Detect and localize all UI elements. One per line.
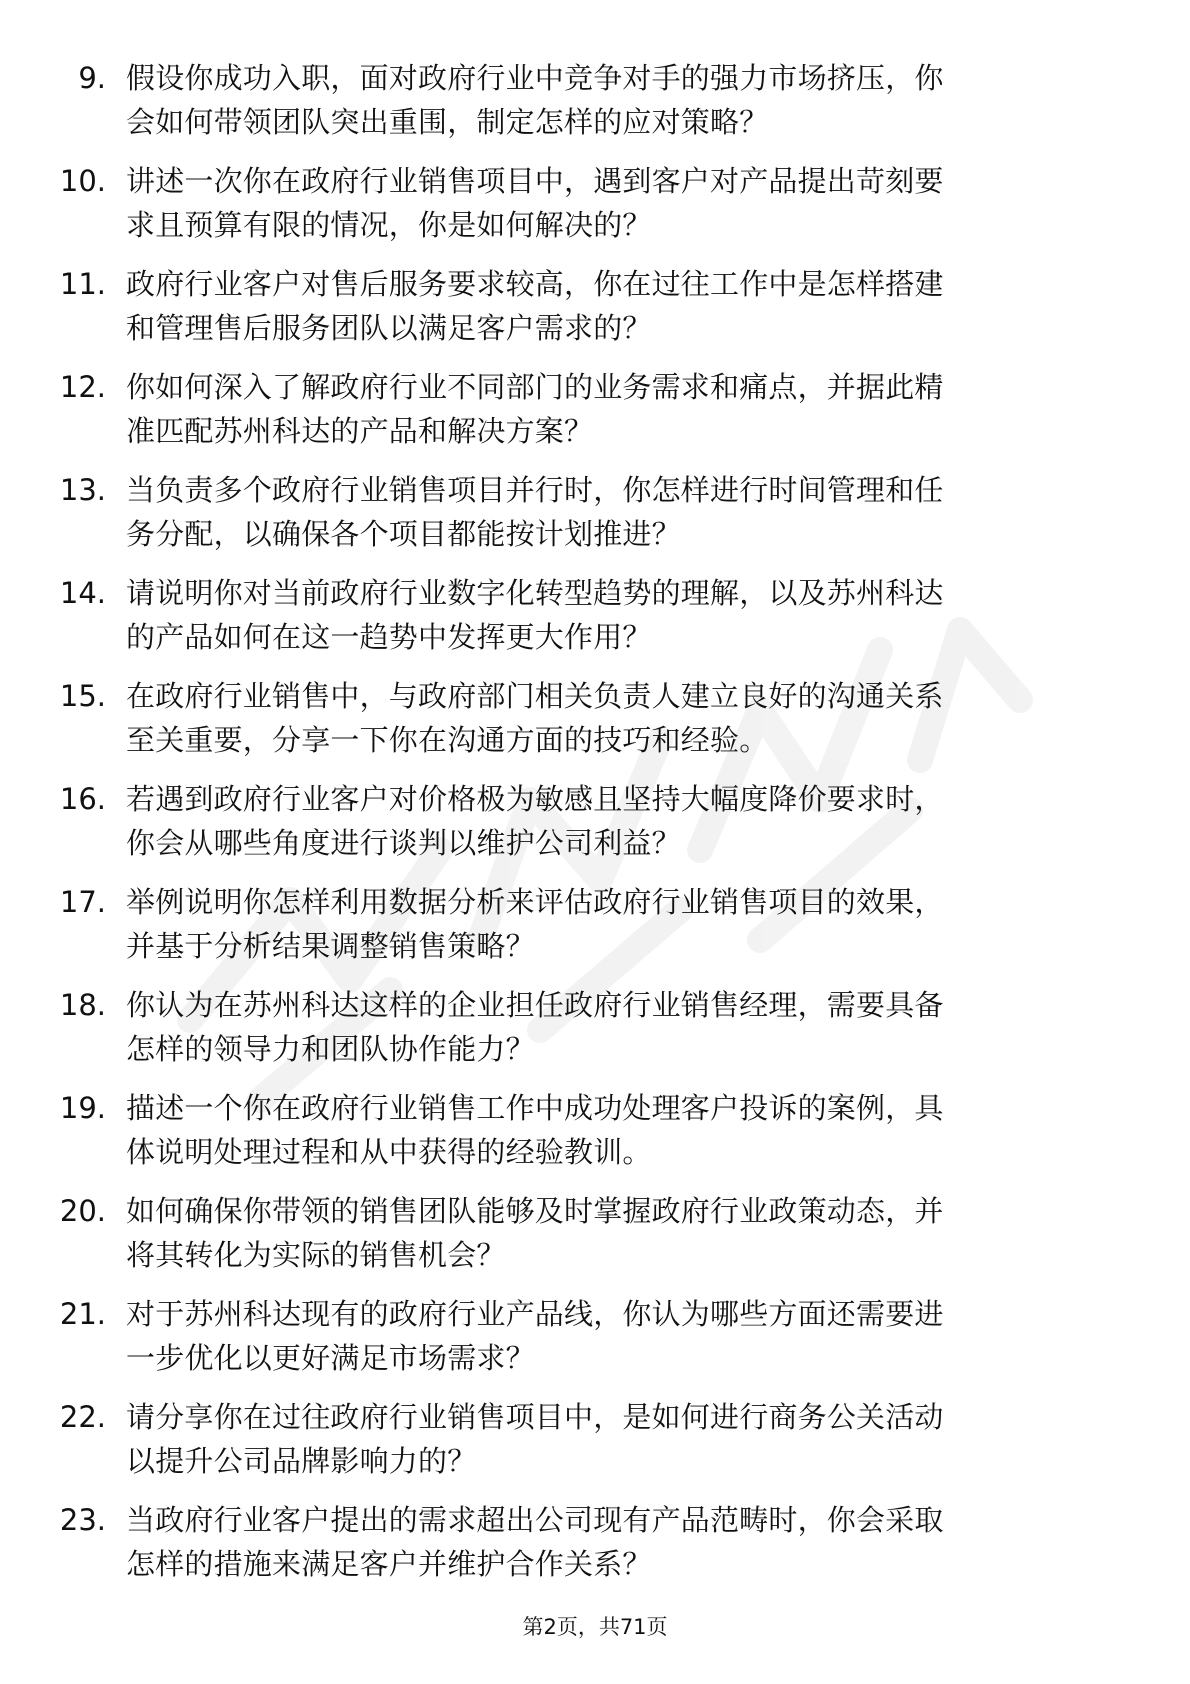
question-text-line: 的产品如何在这一趋势中发挥更大作用？ bbox=[126, 620, 652, 654]
question-text-line: 若遇到政府行业客户对价格极为敏感且坚持大幅度降价要求时， bbox=[126, 782, 944, 816]
question-text bbox=[126, 468, 1106, 556]
question-text-line: 请分享你在过往政府行业销售项目中，是如何进行商务公关活动 bbox=[126, 1400, 944, 1434]
question-text-line: 你认为在苏州科达这样的企业担任政府行业销售经理，需要具备 bbox=[126, 988, 944, 1022]
question-item bbox=[0, 256, 1190, 359]
question-item bbox=[0, 153, 1190, 256]
question-item bbox=[0, 1080, 1190, 1183]
question-text-line: 和管理售后服务团队以满足客户需求的？ bbox=[126, 311, 652, 345]
question-text bbox=[126, 1498, 1106, 1586]
question-text-line: 一步优化以更好满足市场需求？ bbox=[126, 1341, 535, 1375]
question-item bbox=[0, 668, 1190, 771]
page-number-label: 第2页，共71页 bbox=[522, 1615, 668, 1639]
question-text bbox=[126, 777, 1106, 865]
question-text-line: 请说明你对当前政府行业数字化转型趋势的理解，以及苏州科达 bbox=[126, 576, 944, 610]
question-text bbox=[126, 674, 1106, 762]
question-text-line: 将其转化为实际的销售机会？ bbox=[126, 1238, 506, 1272]
question-text-line: 政府行业客户对售后服务要求较高，你在过往工作中是怎样搭建 bbox=[126, 267, 944, 301]
question-text-line: 如何确保你带领的销售团队能够及时掌握政府行业政策动态，并 bbox=[126, 1194, 944, 1228]
question-number: 14. bbox=[59, 576, 106, 610]
question-text-line: 描述一个你在政府行业销售工作中成功处理客户投诉的案例，具 bbox=[126, 1091, 944, 1125]
question-text-line: 举例说明你怎样利用数据分析来评估政府行业销售项目的效果， bbox=[126, 885, 944, 919]
question-text-line: 讲述一次你在政府行业销售项目中，遇到客户对产品提出苛刻要 bbox=[126, 164, 944, 198]
question-item bbox=[0, 462, 1190, 565]
question-text-line: 在政府行业销售中，与政府部门相关负责人建立良好的沟通关系 bbox=[126, 679, 944, 713]
question-item bbox=[0, 565, 1190, 668]
question-text bbox=[126, 571, 1106, 659]
page-footer bbox=[0, 1612, 1190, 1642]
question-number: 18. bbox=[59, 988, 106, 1022]
question-text bbox=[126, 1292, 1106, 1380]
question-item bbox=[0, 1286, 1190, 1389]
question-text bbox=[126, 1395, 1106, 1483]
question-text-line: 怎样的领导力和团队协作能力？ bbox=[126, 1032, 535, 1066]
question-number: 17. bbox=[59, 885, 106, 919]
question-text bbox=[126, 983, 1106, 1071]
question-text-line: 务分配，以确保各个项目都能按计划推进？ bbox=[126, 517, 681, 551]
question-text-line: 至关重要，分享一下你在沟通方面的技巧和经验。 bbox=[126, 723, 769, 757]
question-text-line: 体说明处理过程和从中获得的经验教训。 bbox=[126, 1135, 652, 1169]
question-number: 16. bbox=[59, 782, 106, 816]
question-text-line: 假设你成功入职，面对政府行业中竞争对手的强力市场挤压，你 bbox=[126, 61, 944, 95]
question-text bbox=[126, 1086, 1106, 1174]
question-text-line: 你会从哪些角度进行谈判以维护公司利益？ bbox=[126, 826, 681, 860]
question-text bbox=[126, 262, 1106, 350]
question-text-line: 当政府行业客户提出的需求超出公司现有产品范畴时，你会采取 bbox=[126, 1503, 944, 1537]
question-text bbox=[126, 1189, 1106, 1277]
question-number: 10. bbox=[59, 164, 106, 198]
question-text bbox=[126, 880, 1106, 968]
question-number: 15. bbox=[59, 679, 106, 713]
question-item bbox=[0, 1492, 1190, 1595]
question-item bbox=[0, 771, 1190, 874]
question-item bbox=[0, 874, 1190, 977]
question-item bbox=[0, 977, 1190, 1080]
question-text bbox=[126, 365, 1106, 453]
question-text-line: 以提升公司品牌影响力的？ bbox=[126, 1444, 477, 1478]
question-number: 22. bbox=[59, 1400, 106, 1434]
question-text-line: 你如何深入了解政府行业不同部门的业务需求和痛点，并据此精 bbox=[126, 370, 944, 404]
question-text-line: 对于苏州科达现有的政府行业产品线，你认为哪些方面还需要进 bbox=[126, 1297, 944, 1331]
question-item bbox=[0, 50, 1190, 153]
question-item bbox=[0, 1183, 1190, 1286]
question-text-line: 当负责多个政府行业销售项目并行时，你怎样进行时间管理和任 bbox=[126, 473, 944, 507]
question-item bbox=[0, 1389, 1190, 1492]
question-number: 23. bbox=[59, 1503, 106, 1537]
question-text-line: 会如何带领团队突出重围，制定怎样的应对策略？ bbox=[126, 105, 769, 139]
question-number: 19. bbox=[59, 1091, 106, 1125]
question-item bbox=[0, 359, 1190, 462]
question-number: 20. bbox=[59, 1194, 106, 1228]
question-number: 21. bbox=[59, 1297, 106, 1331]
question-text-line: 求且预算有限的情况，你是如何解决的？ bbox=[126, 208, 652, 242]
question-text bbox=[126, 56, 1106, 144]
question-text bbox=[126, 159, 1106, 247]
question-text-line: 准匹配苏州科达的产品和解决方案？ bbox=[126, 414, 594, 448]
question-number: 13. bbox=[59, 473, 106, 507]
question-text-line: 并基于分析结果调整销售策略？ bbox=[126, 929, 535, 963]
question-list bbox=[0, 50, 1190, 1595]
question-text-line: 怎样的措施来满足客户并维护合作关系？ bbox=[126, 1547, 652, 1581]
question-number: 12. bbox=[59, 370, 106, 404]
question-number: 9. bbox=[78, 61, 106, 95]
question-number: 11. bbox=[59, 267, 106, 301]
